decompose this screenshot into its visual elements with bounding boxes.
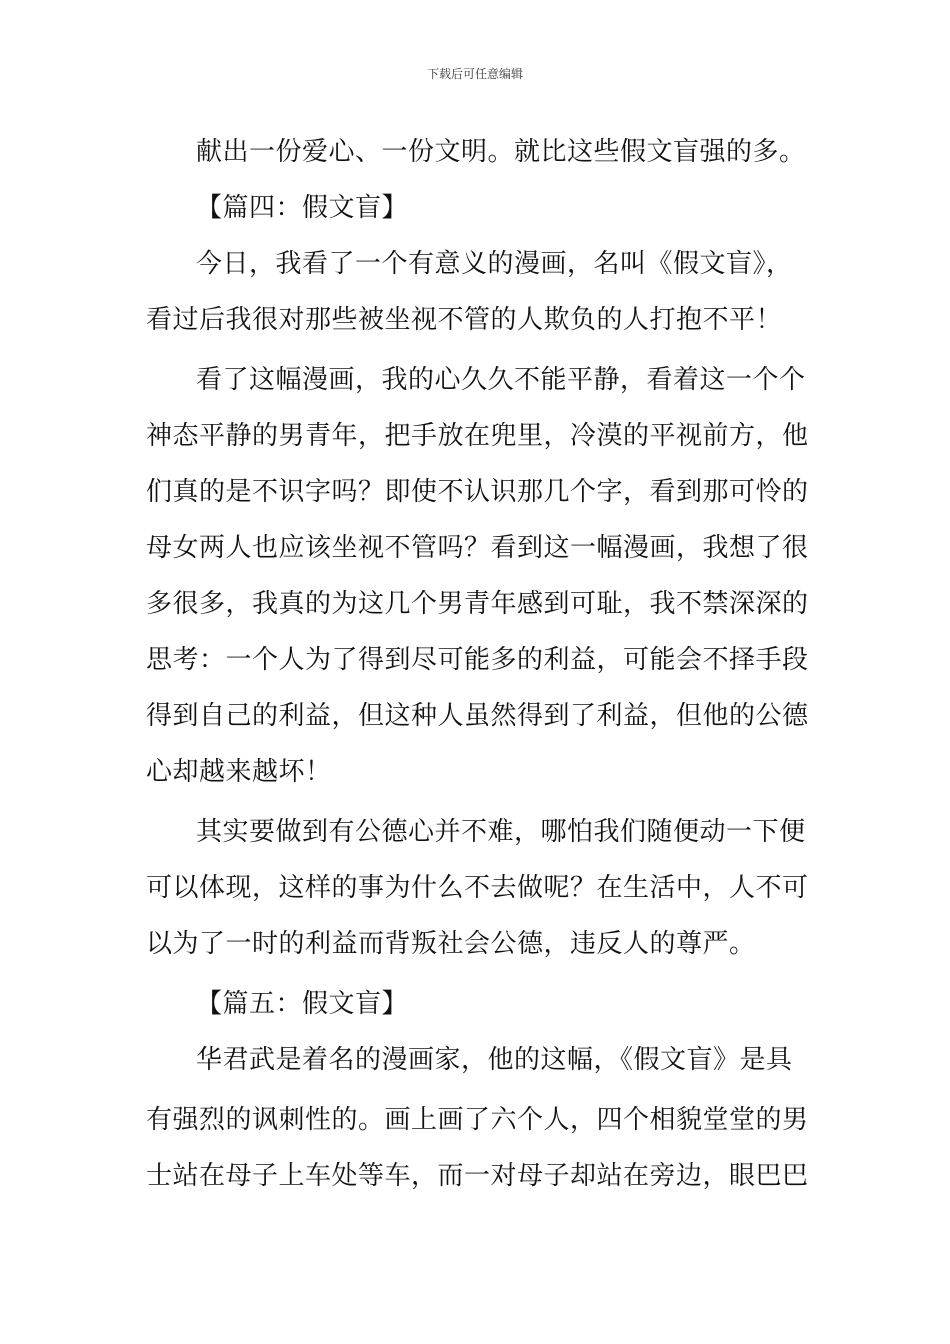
paragraph-line: 看过后我很对那些被坐视不管的人欺负的人打抱不平！ xyxy=(146,305,783,335)
paragraph-line: 神态平静的男青年，把手放在兜里，冷漠的平视前方，他 xyxy=(146,421,809,451)
paragraph-line: 其实要做到有公德心并不难，哪怕我们随便动一下便 xyxy=(196,817,806,847)
paragraph-line: 有强烈的讽刺性的。画上画了六个人，四个相貌堂堂的男 xyxy=(146,1105,809,1135)
paragraph-line: 可以体现，这样的事为什么不去做呢？在生活中，人不可 xyxy=(146,873,809,903)
section-heading-5: 【篇五：假文盲】 xyxy=(196,989,409,1019)
paragraph-line: 华君武是着名的漫画家，他的这幅，《假文盲》是具 xyxy=(196,1045,793,1075)
paragraph-line: 看了这幅漫画，我的心久久不能平静，看着这一个个 xyxy=(196,365,806,395)
page-header-note: 下载后可任意编辑 xyxy=(426,67,523,81)
paragraph-line: 母女两人也应该坐视不管吗？看到这一幅漫画，我想了很 xyxy=(146,533,809,563)
section-heading-4: 【篇四：假文盲】 xyxy=(196,193,409,223)
paragraph-line: 们真的是不识字吗？即使不认识那几个字，看到那可怜的 xyxy=(146,477,809,507)
paragraph-line: 心却越来越坏！ xyxy=(146,757,332,787)
paragraph-line: 多很多，我真的为这几个男青年感到可耻，我不禁深深的 xyxy=(146,589,809,619)
paragraph-line: 士站在母子上车处等车，而一对母子却站在旁边，眼巴巴 xyxy=(146,1161,809,1191)
paragraph-line: 献出一份爱心、一份文明。就比这些假文盲强的多。 xyxy=(196,137,806,167)
paragraph-line: 以为了一时的利益而背叛社会公德，违反人的尊严。 xyxy=(146,929,756,959)
paragraph-line: 今日，我看了一个有意义的漫画，名叫《假文盲》， xyxy=(196,249,793,279)
paragraph-line: 得到自己的利益，但这种人虽然得到了利益，但他的公德 xyxy=(146,701,809,731)
paragraph-line: 思考：一个人为了得到尽可能多的利益，可能会不择手段 xyxy=(146,645,809,675)
